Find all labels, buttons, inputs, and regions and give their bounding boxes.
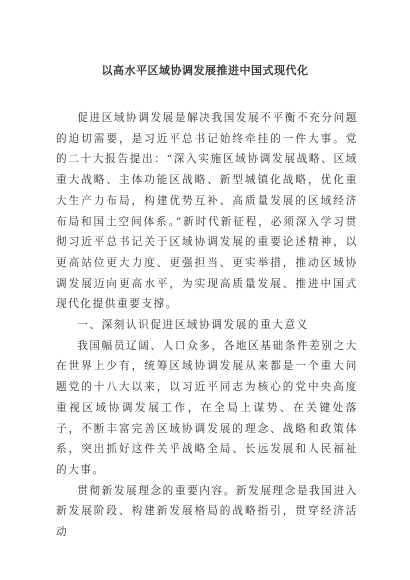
document-body bbox=[56, 108, 358, 543]
paragraph-background: 我国幅员辽阔、人口众多，各地区基础条件差别之大在世界上少有，统筹区域协调发展从来都是一个重大问题党的十八大以来，以习近平同志为核心的党中央高度重视区域协调发展工作，在全局上谋势、在关键处落子，不断丰富完善区域协调发展的理念、战略和政策体系，突出抓好这件关乎战略全局、长远发展和人民福祉的大事。 bbox=[56, 339, 358, 476]
paragraph-intro: 促进区域协调发展是解决我国发展不平衡不充分问题的迫切需要，是习近平总书记始终牵挂的一件大事。党的二十大报告提出：“深入实施区域协调发展战略、区域重大战略、主体功能区战略、新型城镇化战略，优化重大生产力布局，构建优势互补、高质量发展的区域经济布局和国土空间体系。”新时代新征程，必须深入学习贯彻习近平总书记关于区域协调发展的重要论述精神，以更高站位更大力度、更强担当、更实举措，推动区域协调发展迈向更高水平，为实现高质量发展、推进中国式现代化提供重要支撑。 bbox=[56, 112, 358, 311]
document-title: 以高水平区域协调发展推进中国式现代化 bbox=[101, 64, 309, 77]
paragraph-new-development-concept: 贯彻新发展理念的重要内容。新发展理念是我国进入新发展阶段、构建新发展格局的战略指引，贯穿经济活动 bbox=[56, 484, 358, 539]
section-heading: 一、深刻认识促进区域协调发展的重大意义 bbox=[77, 319, 309, 332]
